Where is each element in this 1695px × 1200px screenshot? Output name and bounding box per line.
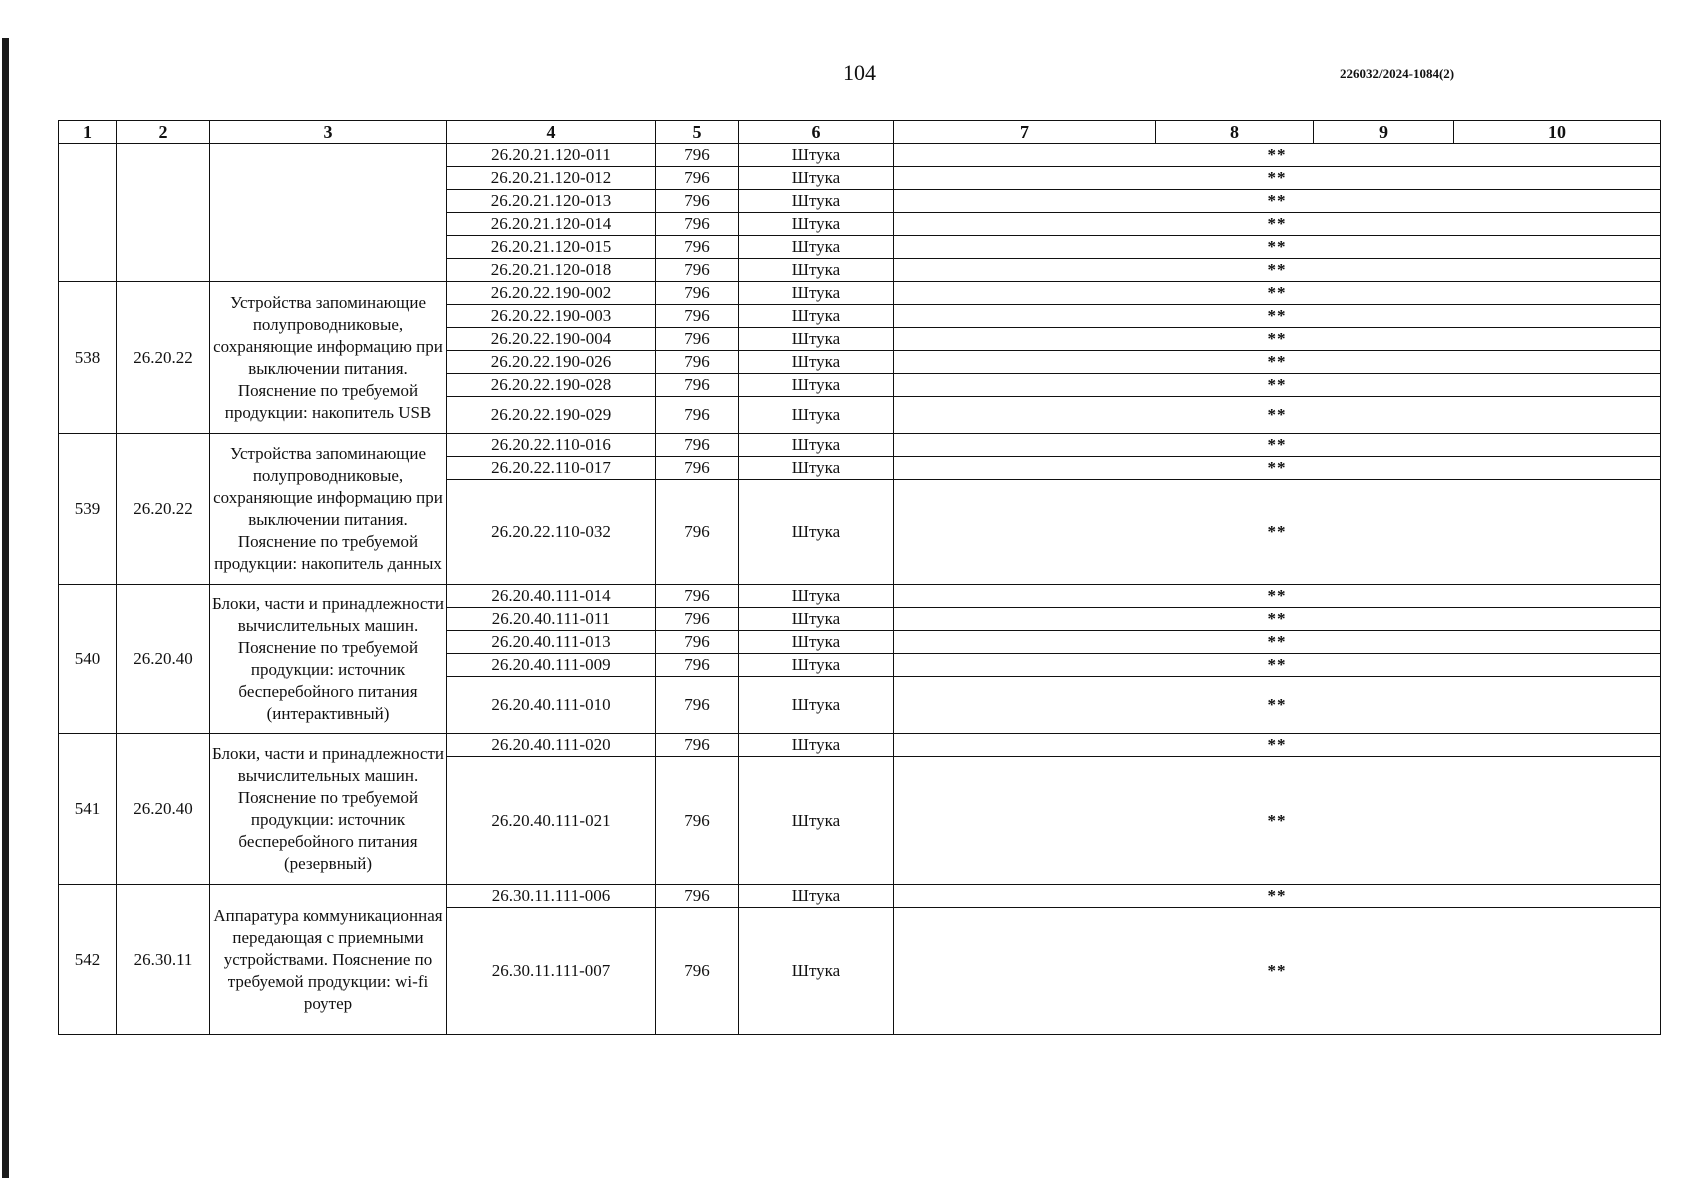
unit-name: Штука [739, 213, 894, 236]
ktru-code: 26.20.40.111-010 [447, 677, 656, 734]
unit-name: Штука [739, 654, 894, 677]
okei-code: 796 [656, 654, 739, 677]
requirement-mark: ** [894, 757, 1661, 885]
position-number: 539 [59, 434, 117, 585]
ktru-code: 26.20.22.190-002 [447, 282, 656, 305]
unit-name: Штука [739, 397, 894, 434]
ktru-code: 26.20.40.111-009 [447, 654, 656, 677]
okei-code: 796 [656, 457, 739, 480]
requirement-mark: ** [894, 434, 1661, 457]
header-row [59, 121, 1661, 144]
unit-name: Штука [739, 585, 894, 608]
position-number: 541 [59, 734, 117, 885]
okei-code: 796 [656, 885, 739, 908]
ktru-code: 26.20.21.120-018 [447, 259, 656, 282]
okei-code: 796 [656, 351, 739, 374]
requirement-mark: ** [894, 282, 1661, 305]
requirement-mark: ** [894, 190, 1661, 213]
requirement-mark: ** [894, 654, 1661, 677]
ktru-code: 26.20.40.111-020 [447, 734, 656, 757]
column-header: 5 [656, 121, 739, 144]
unit-name: Штука [739, 328, 894, 351]
column-header: 4 [447, 121, 656, 144]
okpd2-code [117, 144, 210, 282]
requirement-mark: ** [894, 213, 1661, 236]
column-header: 10 [1454, 121, 1661, 144]
table-row [59, 585, 1661, 608]
item-description: Аппаратура коммуникационная передающая с приемными устройствами. Пояснение по требуемой продукции: wi-fi роутер [210, 885, 447, 1035]
ktru-code: 26.20.22.110-016 [447, 434, 656, 457]
okpd2-code: 26.20.22 [117, 282, 210, 434]
okei-code: 796 [656, 374, 739, 397]
table-row [59, 144, 1661, 167]
table-row [59, 282, 1661, 305]
scan-edge-shadow [2, 38, 9, 1178]
okei-code: 796 [656, 677, 739, 734]
unit-name: Штука [739, 144, 894, 167]
unit-name: Штука [739, 631, 894, 654]
page-number: 104 [843, 60, 876, 85]
unit-name: Штука [739, 457, 894, 480]
unit-name: Штука [739, 734, 894, 757]
okei-code: 796 [656, 434, 739, 457]
requirement-mark: ** [894, 259, 1661, 282]
ktru-code: 26.20.21.120-013 [447, 190, 656, 213]
unit-name: Штука [739, 677, 894, 734]
document-id: 226032/2024-1084(2) [1340, 66, 1455, 81]
requirement-mark: ** [894, 167, 1661, 190]
item-description: Устройства запоминающие полупроводниковые, сохраняющие информацию при выключении питания. Пояснение по требуемой продукции: накопитель данных [210, 434, 447, 585]
okei-code: 796 [656, 213, 739, 236]
unit-name: Штука [739, 259, 894, 282]
ktru-code: 26.20.21.120-014 [447, 213, 656, 236]
column-header: 1 [59, 121, 117, 144]
requirement-mark: ** [894, 457, 1661, 480]
okei-code: 796 [656, 328, 739, 351]
okei-code: 796 [656, 480, 739, 585]
okpd2-code: 26.20.40 [117, 734, 210, 885]
table-row [59, 434, 1661, 457]
requirement-mark: ** [894, 677, 1661, 734]
unit-name: Штука [739, 236, 894, 259]
unit-name: Штука [739, 374, 894, 397]
ktru-code: 26.20.40.111-011 [447, 608, 656, 631]
okei-code: 796 [656, 734, 739, 757]
unit-name: Штука [739, 305, 894, 328]
okei-code: 796 [656, 144, 739, 167]
okpd2-code: 26.30.11 [117, 885, 210, 1035]
requirement-mark: ** [894, 236, 1661, 259]
ktru-code: 26.20.22.110-032 [447, 480, 656, 585]
okei-code: 796 [656, 608, 739, 631]
requirement-mark: ** [894, 305, 1661, 328]
ktru-code: 26.20.40.111-021 [447, 757, 656, 885]
requirement-mark: ** [894, 328, 1661, 351]
ktru-code: 26.20.40.111-013 [447, 631, 656, 654]
column-header: 7 [894, 121, 1156, 144]
ktru-code: 26.20.21.120-015 [447, 236, 656, 259]
okei-code: 796 [656, 397, 739, 434]
ktru-code: 26.30.11.111-006 [447, 885, 656, 908]
unit-name: Штука [739, 282, 894, 305]
requirement-mark: ** [894, 631, 1661, 654]
requirement-mark: ** [894, 885, 1661, 908]
ktru-code: 26.20.22.190-026 [447, 351, 656, 374]
ktru-code: 26.20.22.110-017 [447, 457, 656, 480]
ktru-code: 26.20.40.111-014 [447, 585, 656, 608]
okei-code: 796 [656, 908, 739, 1035]
requirement-mark: ** [894, 351, 1661, 374]
unit-name: Штука [739, 885, 894, 908]
okei-code: 796 [656, 631, 739, 654]
procurement-table [58, 120, 1661, 1035]
ktru-code: 26.20.22.190-003 [447, 305, 656, 328]
ktru-code: 26.20.22.190-004 [447, 328, 656, 351]
unit-name: Штука [739, 757, 894, 885]
position-number: 542 [59, 885, 117, 1035]
okei-code: 796 [656, 282, 739, 305]
requirement-mark: ** [894, 144, 1661, 167]
table-row [59, 885, 1661, 908]
item-description [210, 144, 447, 282]
ktru-code: 26.20.22.190-029 [447, 397, 656, 434]
unit-name: Штука [739, 190, 894, 213]
ktru-code: 26.30.11.111-007 [447, 908, 656, 1035]
column-header: 2 [117, 121, 210, 144]
requirement-mark: ** [894, 908, 1661, 1035]
requirement-mark: ** [894, 608, 1661, 631]
okpd2-code: 26.20.22 [117, 434, 210, 585]
unit-name: Штука [739, 908, 894, 1035]
unit-name: Штука [739, 351, 894, 374]
requirement-mark: ** [894, 585, 1661, 608]
requirement-mark: ** [894, 734, 1661, 757]
requirement-mark: ** [894, 374, 1661, 397]
ktru-code: 26.20.21.120-011 [447, 144, 656, 167]
unit-name: Штука [739, 608, 894, 631]
okei-code: 796 [656, 585, 739, 608]
unit-name: Штука [739, 434, 894, 457]
okei-code: 796 [656, 305, 739, 328]
ktru-code: 26.20.21.120-012 [447, 167, 656, 190]
column-header: 3 [210, 121, 447, 144]
requirement-mark: ** [894, 397, 1661, 434]
okei-code: 796 [656, 236, 739, 259]
okei-code: 796 [656, 757, 739, 885]
okei-code: 796 [656, 167, 739, 190]
column-header: 6 [739, 121, 894, 144]
requirement-mark: ** [894, 480, 1661, 585]
unit-name: Штука [739, 167, 894, 190]
ktru-code: 26.20.22.190-028 [447, 374, 656, 397]
unit-name: Штука [739, 480, 894, 585]
item-description: Блоки, части и принадлежности вычислительных машин. Пояснение по требуемой продукции: источник бесперебойного питания (резервный) [210, 734, 447, 885]
column-header: 9 [1314, 121, 1454, 144]
position-number: 538 [59, 282, 117, 434]
okei-code: 796 [656, 190, 739, 213]
item-description: Устройства запоминающие полупроводниковые, сохраняющие информацию при выключении питания. Пояснение по требуемой продукции: накопитель USB [210, 282, 447, 434]
okei-code: 796 [656, 259, 739, 282]
position-number: 540 [59, 585, 117, 734]
table-row [59, 734, 1661, 757]
okpd2-code: 26.20.40 [117, 585, 210, 734]
column-header: 8 [1156, 121, 1314, 144]
item-description: Блоки, части и принадлежности вычислительных машин. Пояснение по требуемой продукции: источник бесперебойного питания (интерактивный) [210, 585, 447, 734]
position-number [59, 144, 117, 282]
